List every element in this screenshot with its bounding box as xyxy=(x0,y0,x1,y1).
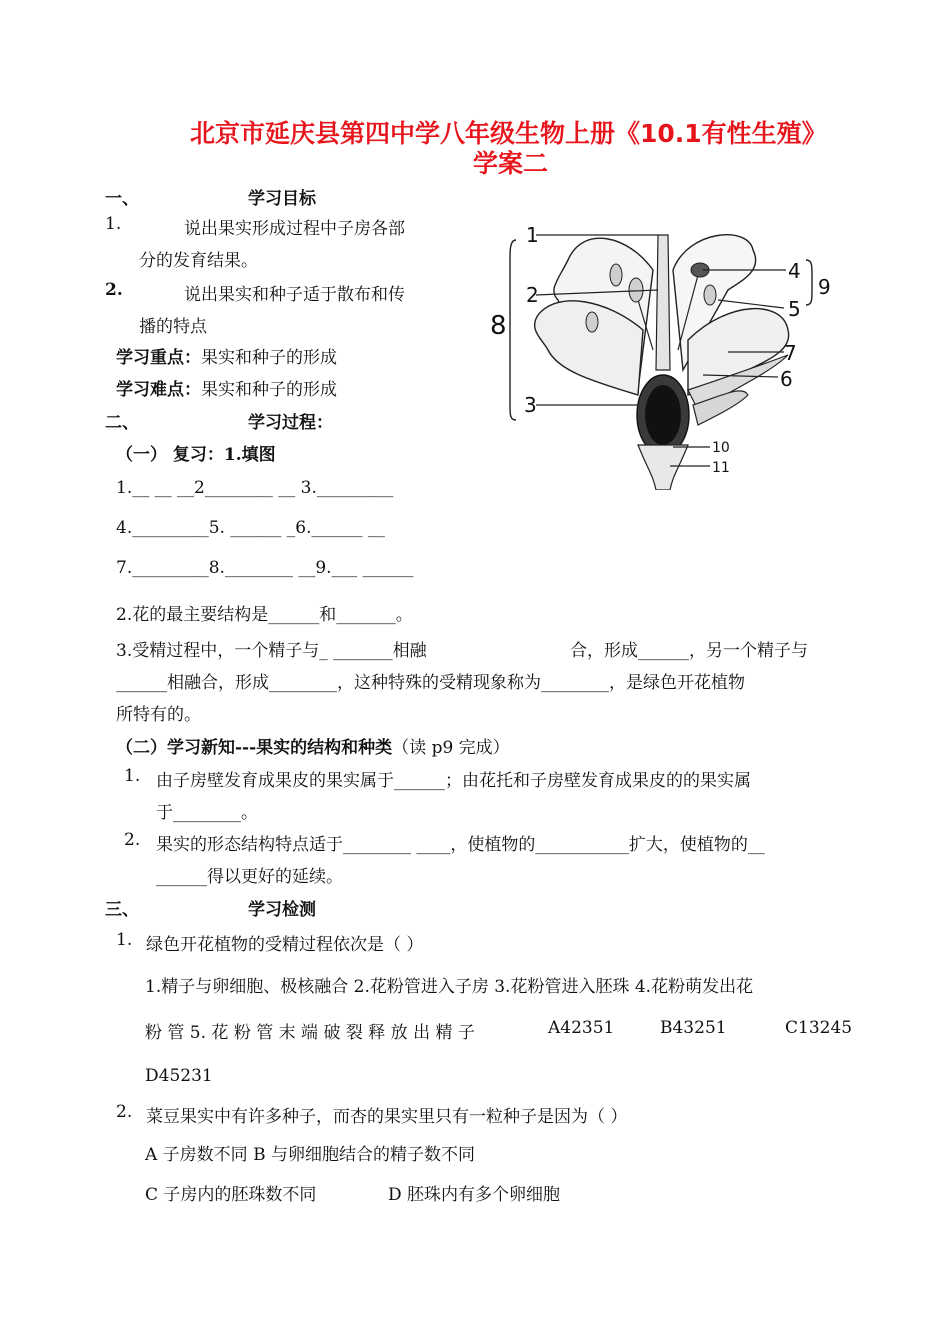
diagram-label-1: 1 xyxy=(526,223,539,247)
objective-1-line-1: 说出果实形成过程中子房各部 xyxy=(184,219,405,239)
new-item-1-line-2: 于________。 xyxy=(156,803,258,823)
test-2-option-c: C 子房内的胚珠数不同 xyxy=(145,1185,317,1205)
objective-2-number: 2. xyxy=(105,280,123,300)
new-item-2-number: 2. xyxy=(124,830,141,850)
test-1-question: 绿色开花植物的受精过程依次是（ ） xyxy=(146,935,424,955)
flower-structure-diagram xyxy=(488,220,848,490)
test-1-option-c: C13245 xyxy=(785,1018,853,1038)
new-item-1-line-1: 由子房壁发育成果皮的果实属于______；由花托和子房壁发育成果皮的的果实属 xyxy=(156,771,751,791)
diagram-label-8: 8 xyxy=(490,311,507,341)
key-point-text: 果实和种子的形成 xyxy=(201,348,337,368)
difficulty-point xyxy=(116,375,337,400)
objective-2-line-2: 播的特点 xyxy=(139,317,207,337)
section-2-heading: 学习过程： xyxy=(248,413,333,433)
new-knowledge-label: （二）学习新知---果实的结构和种类 xyxy=(116,738,393,758)
question-3-part-b: 合，形成______，另一个精子与 xyxy=(570,641,808,661)
section-1-number: 一、 xyxy=(105,189,139,209)
diagram-label-5: 5 xyxy=(788,297,801,321)
diagram-label-11: 11 xyxy=(712,460,730,476)
diagram-label-6: 6 xyxy=(780,367,793,391)
fill-row-1: 1.__ __ __2________ __ 3._________ xyxy=(116,478,394,498)
test-2-question: 菜豆果实中有许多种子，而杏的果实里只有一粒种子是因为（ ） xyxy=(146,1107,628,1127)
section-3-number: 三、 xyxy=(105,900,139,920)
difficulty-text: 果实和种子的形成 xyxy=(201,380,337,400)
test-1-option-b: B43251 xyxy=(660,1018,727,1038)
difficulty-label: 学习难点： xyxy=(116,380,201,400)
test-2-number: 2. xyxy=(116,1102,133,1122)
new-knowledge-heading xyxy=(116,733,510,758)
new-item-2-line-1: 果实的形态结构特点适于________ ____，使植物的___________扩大，使植物的__ xyxy=(156,835,765,855)
objective-1-line-2: 分的发育结果。 xyxy=(139,251,258,271)
test-1-statements: 1.精子与卵细胞、极核融合 2.花粉管进入子房 3.花粉管进入胚珠 4.花粉萌发出花 xyxy=(145,977,754,997)
question-3-line-3: 所特有的。 xyxy=(116,705,201,725)
question-3-part-a: 3.受精过程中，一个精子与_ _______相融 xyxy=(116,641,427,661)
diagram-label-10: 10 xyxy=(712,440,730,456)
fill-row-3: 7._________8.________ __9.___ ______ xyxy=(116,558,414,578)
new-knowledge-note: （读 p9 完成） xyxy=(392,738,510,758)
review-label: （一） 复习：1.填图 xyxy=(116,445,276,465)
test-2-options-ab: A 子房数不同 B 与卵细胞结合的精子数不同 xyxy=(145,1145,475,1165)
question-2: 2.花的最主要结构是______和_______。 xyxy=(116,605,413,625)
question-3-line-2: ______相融合，形成________，这种特殊的受精现象称为________，是绿色开花植物 xyxy=(116,673,745,693)
diagram-label-9: 9 xyxy=(818,275,831,299)
key-point-label: 学习重点： xyxy=(116,348,201,368)
section-2-number: 二、 xyxy=(105,413,139,433)
new-item-1-number: 1. xyxy=(124,766,141,786)
diagram-label-7: 7 xyxy=(784,341,797,365)
test-2-option-d: D 胚珠内有多个卵细胞 xyxy=(388,1185,561,1205)
test-1-statements-cont: 粉 管 5. 花 粉 管 末 端 破 裂 释 放 出 精 子 xyxy=(145,1023,475,1043)
new-item-2-line-2: ______得以更好的延续。 xyxy=(156,867,343,887)
diagram-label-2: 2 xyxy=(526,283,539,307)
test-1-option-a: A42351 xyxy=(548,1018,615,1038)
page-subtitle: 学案二 xyxy=(473,149,549,178)
objective-1-number: 1. xyxy=(105,214,122,234)
page-title: 北京市延庆县第四中学八年级生物上册《10.1有性生殖》 xyxy=(190,119,827,148)
diagram-label-3: 3 xyxy=(524,393,537,417)
test-1-number: 1. xyxy=(116,930,133,950)
fill-row-2: 4._________5. ______ _6.______ __ xyxy=(116,518,385,538)
section-1-heading: 学习目标 xyxy=(248,189,316,209)
key-point xyxy=(116,343,337,368)
objective-2-line-1: 说出果实和种子适于散布和传 xyxy=(184,285,405,305)
test-1-option-d: D45231 xyxy=(145,1066,213,1086)
diagram-label-4: 4 xyxy=(788,259,801,283)
section-3-heading: 学习检测 xyxy=(248,900,316,920)
